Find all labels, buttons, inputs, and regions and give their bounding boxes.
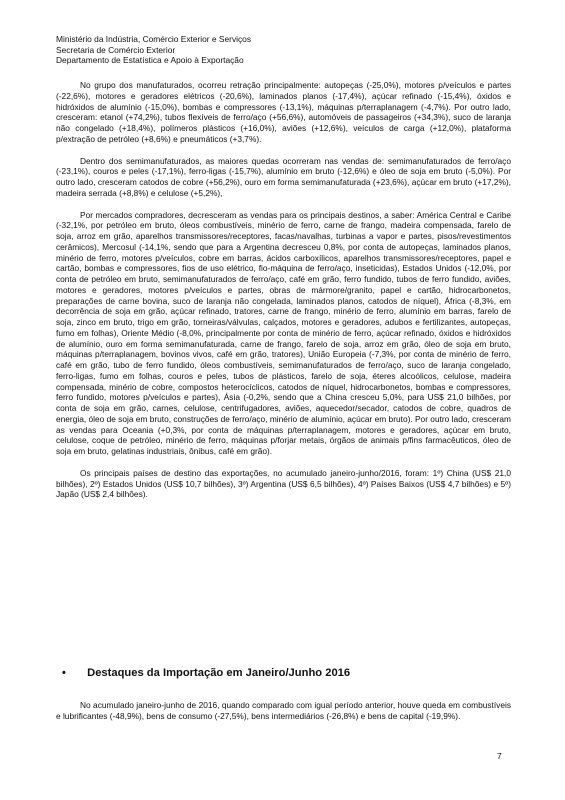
section-heading bbox=[62, 667, 502, 679]
page-number: 7 bbox=[497, 751, 502, 761]
header-ministry: Ministério da Indústria, Comércio Exterior e Serviços bbox=[56, 34, 252, 44]
paragraph-imports: No acumulado janeiro-junho de 2016, quando comparado com igual período anterior, houve queda em combustíveis e lubrificantes (-48,9%), bens de consumo (-27,5%), bens intermediários (-26,8%) e bens de capital (-19,9%). bbox=[56, 700, 511, 721]
paragraph-semimanufactured: Dentro dos semimanufaturados, as maiores quedas ocorreram nas vendas de: semimanufaturados de ferro/aço (-23,1%), couros e peles (-17,1%), ferro-ligas (-15,7%), alumínio em bruto (-12,6%) e óleo de soja em bruto (-5,0%). Por outro lado, cresceram catodos de cobre (+56,2%), ouro em forma semimanufaturada (+23,6%), açúcar em bruto (+17,2%), madeira serrada (+8,8%) e celulose (+5,2%), bbox=[56, 155, 511, 198]
bullet-icon: • bbox=[62, 667, 66, 679]
header-department: Departamento de Estatística e Apoio à Exportação bbox=[56, 55, 244, 66]
export-analysis-body bbox=[56, 80, 511, 500]
header-secretariat: Secretaria de Comércio Exterior bbox=[56, 44, 176, 55]
paragraph-markets: Por mercados compradores, decresceram as vendas para os principais destinos, a saber: América Central e Caribe (-32,1%, por petróleo em bruto, óleos combustíveis, minério de ferro, carne de frango, madeira compensada, farelo de soja, arroz em grão, aparelhos transmissores/receptores, facas/navalhas, turbinas a vapor e partes, pisos/revestimentos cerâmicos), Mercosul (-14,1%, sendo que para a Argentina decresceu 0,8%, por conta de autopeças, laminados planos, minério de ferro, motores p/veículos, cobre em barras, ácidos carboxílicos, aparelhos transmissores/receptores, papel e cartão, bombas e compressores, fios de uso elétrico, fio-máquina de ferro/aço, inseticidas), Estados Unidos (-12,0%, por conta de petróleo em bruto, semimanufaturados de ferro/aço, café em grão, ferro fundido, tubos de ferro fundido, aviões, motores e geradores, motores p/veículos e partes, obras de mármore/granito, papel e cartão, hidrocarbonetos, preparações de carne bovina, suco de laranja não congelada, laminados planos, catodos de níquel), África (-8,3%, em decorrência de soja em grão, açúcar refinado, tratores, carne de frango, minério de ferro, alumínio em barras, farelo de soja, zinco em bruto, trigo em grão, torneiras/válvulas, calçados, motores e geradores, adubos e fertilizantes, autopeças, fumo em folhas), Oriente Médio (-8,0%, principalmente por conta de minério de ferro, açúcar refinado, óxidos e hidróxidos de alumínio, ouro em forma semimanufaturada, carne de frango, farelo de soja, arroz em grão, óleo de soja em bruto, máquinas p/terraplanagem, bovinos vivos, café em grão, tratores), União Europeia (-7,3%, por conta de minério de ferro, café em grão, tubo de ferro fundido, óleos combustíveis, semimanufaturados de ferro/aço, suco de laranja congelado, ferro-ligas, fumo em folhas, couros e peles, tubos de plásticos, farelo de soja, éteres alcoólicos, celulose, madeira compensada, minério de cobre, compostos heterocíclicos, catodos de níquel, hidrocarbonetos, bombas e compressores, ferro fundido, motores p/veículos e partes), Ásia (-0,2%, sendo que a China cresceu 5,0%, para US$ 21,0 bilhões, por conta de soja em grão, carnes, celulose, centrifugadores, aviões, aquecedor/secador, catodos de cobre, quadros de energia, óleo de soja em bruto, construções de ferro/aço, minério de alumínio, açúcar em bruto). Por outro lado, cresceram as vendas para Oceania (+0,3%, por conta de máquinas p/terraplanagem, motores e geradores, açúcar em bruto, celulose, coque de petróleo, minério de ferro, máquinas p/forjar metais, órgãos de animais p/fins farmacêuticos, óleo de soja em bruto, gelatinas industriais, ônibus, café em grão). bbox=[56, 209, 511, 456]
document-header bbox=[56, 34, 251, 66]
section-heading-text: Destaques da Importação em Janeiro/Junho 2016 bbox=[87, 667, 351, 679]
import-section-body bbox=[56, 700, 511, 733]
paragraph-top-destinations: Os principais países de destino das exportações, no acumulado janeiro-junho/2016, foram: 1º) China (US$ 21,0 bilhões), 2º) Estados Unidos (US$ 10,7 bilhões), 3º) Argentina (US$ 6,5 bilhões), 4º) Países Baixos (US$ 4,7 bilhões) e 5º) Japão (US$ 2,4 bilhões). bbox=[56, 467, 511, 500]
paragraph-manufactured: No grupo dos manufaturados, ocorreu retração principalmente: autopeças (-25,0%), motores p/veículos e partes (-22,6%), motores e geradores elétricos (-20,6%), laminados planos (-17,4%), açúcar refinado (-15,4%), óxidos e hidróxidos de alumínio (-15,0%), bombas e compressores (-13,1%), máquinas p/terraplanagem (-4,7%). Por outro lado, cresceram: etanol (+74,2%), tubos flexíveis de ferro/aço (+56,6%), automóveis de passageiros (+34,3%), suco de laranja não congelado (+18,4%), polímeros plásticos (+16,0%), aviões (+12,6%), veículos de carga (+12,0%), plataforma p/extração de petróleo (+8,6%) e pneumáticos (+3,7%). bbox=[56, 80, 511, 144]
